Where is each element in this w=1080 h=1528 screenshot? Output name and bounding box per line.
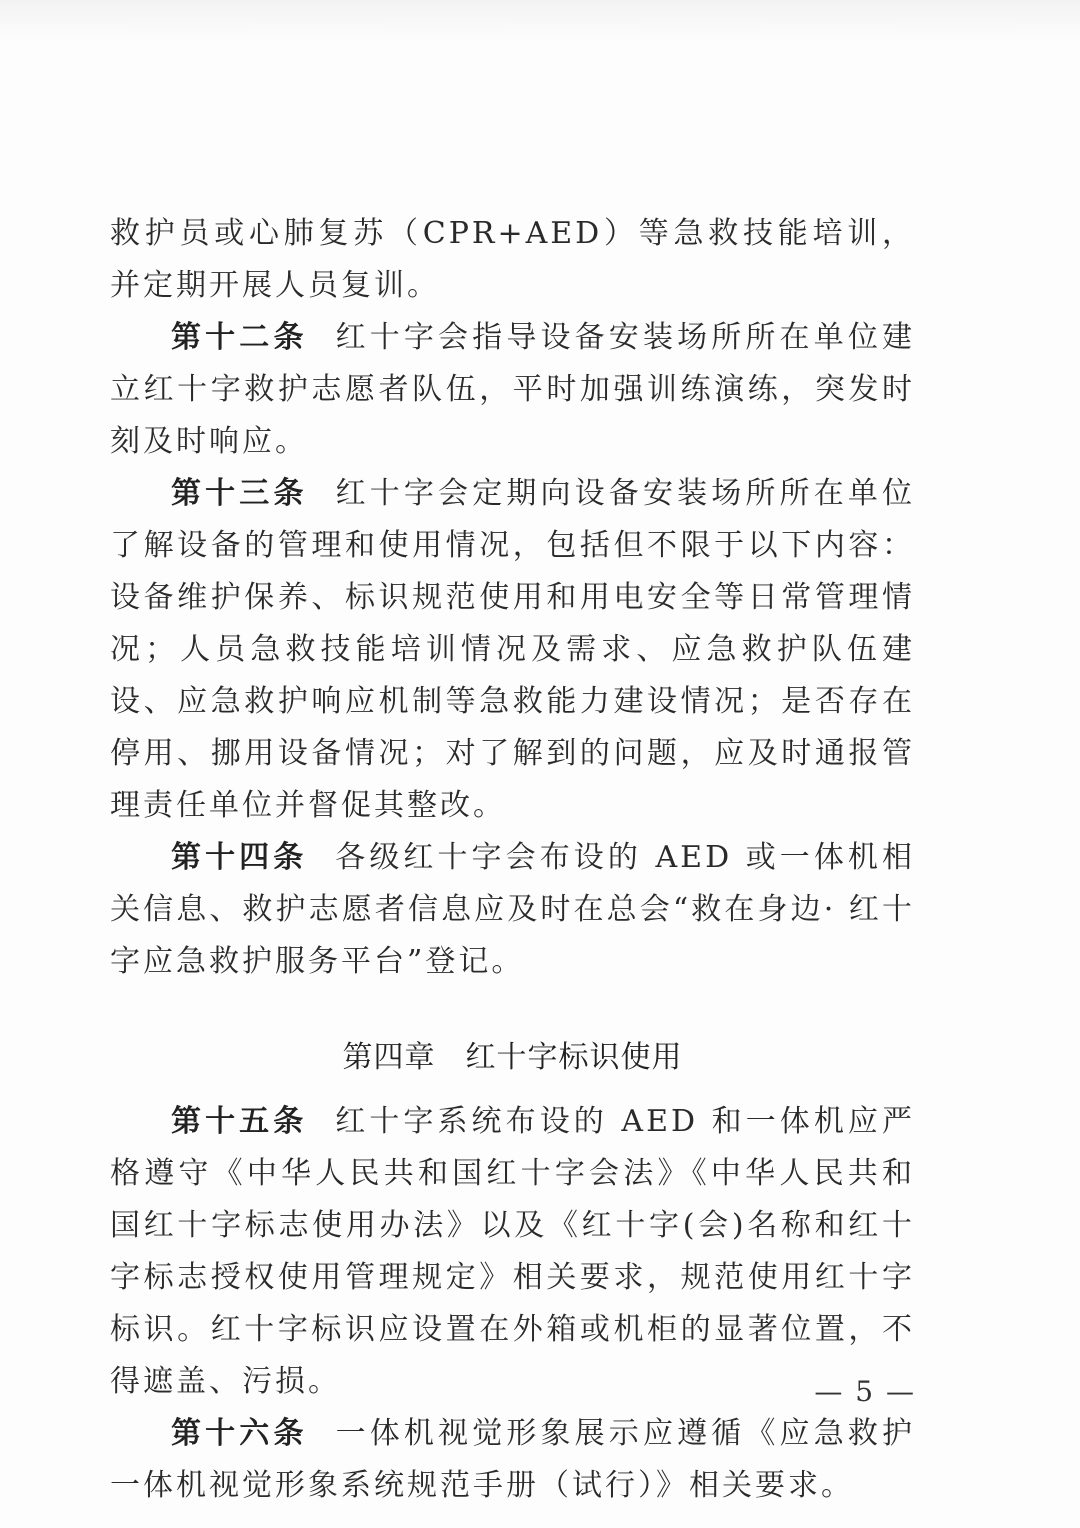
article-label: 第十六条 xyxy=(171,1416,308,1451)
paragraph-continuation xyxy=(110,208,915,312)
chapter-title: 红十字标识使用 xyxy=(465,1040,683,1075)
article-label: 第十二条 xyxy=(171,320,308,355)
chapter-heading xyxy=(110,1030,915,1086)
article-text: 红十字会指导设备安装场所所在单位建立红十字救护志愿者队伍，平时加强训练演练，突发时刻及时响应。 xyxy=(110,320,916,459)
chapter-number: 第四章 xyxy=(342,1040,436,1075)
article-13 xyxy=(110,468,915,832)
document-body xyxy=(110,208,915,1512)
article-15 xyxy=(110,1096,915,1408)
article-text: 红十字系统布设的 AED 和一体机应严格遵守《中华人民共和国红十字会法》《中华人民共和国红十字标志使用办法》以及《红十字(会)名称和红十字标志授权使用管理规定》相关要求，规范使用红十字标识。红十字标识应设置在外箱或机柜的显著位置，不得遮盖、污损。 xyxy=(110,1104,915,1399)
paragraph-text: 救护员或心肺复苏（CPR+AED）等急救技能培训，并定期开展人员复训。 xyxy=(110,216,915,303)
article-label: 第十三条 xyxy=(171,476,308,511)
page-number: — 5 — xyxy=(814,1375,916,1408)
article-label: 第十五条 xyxy=(171,1104,308,1139)
article-16 xyxy=(110,1408,915,1512)
article-14 xyxy=(110,832,915,988)
article-text: 一体机视觉形象展示应遵循《应急救护一体机视觉形象系统规范手册（试行）》相关要求。 xyxy=(110,1416,916,1503)
article-label: 第十四条 xyxy=(171,840,308,875)
article-12 xyxy=(110,312,915,468)
article-text: 红十字会定期向设备安装场所所在单位了解设备的管理和使用情况，包括但不限于以下内容：设备维护保养、标识规范使用和用电安全等日常管理情况；人员急救技能培训情况及需求、应急救护队伍建设、应急救护响应机制等急救能力建设情况；是否存在停用、挪用设备情况；对了解到的问题，应及时通报管理责任单位并督促其整改。 xyxy=(110,476,916,823)
scan-edge xyxy=(0,0,1080,40)
article-text: 各级红十字会布设的 AED 或一体机相关信息、救护志愿者信息应及时在总会“救在身边· 红十字应急救护服务平台”登记。 xyxy=(110,840,915,979)
